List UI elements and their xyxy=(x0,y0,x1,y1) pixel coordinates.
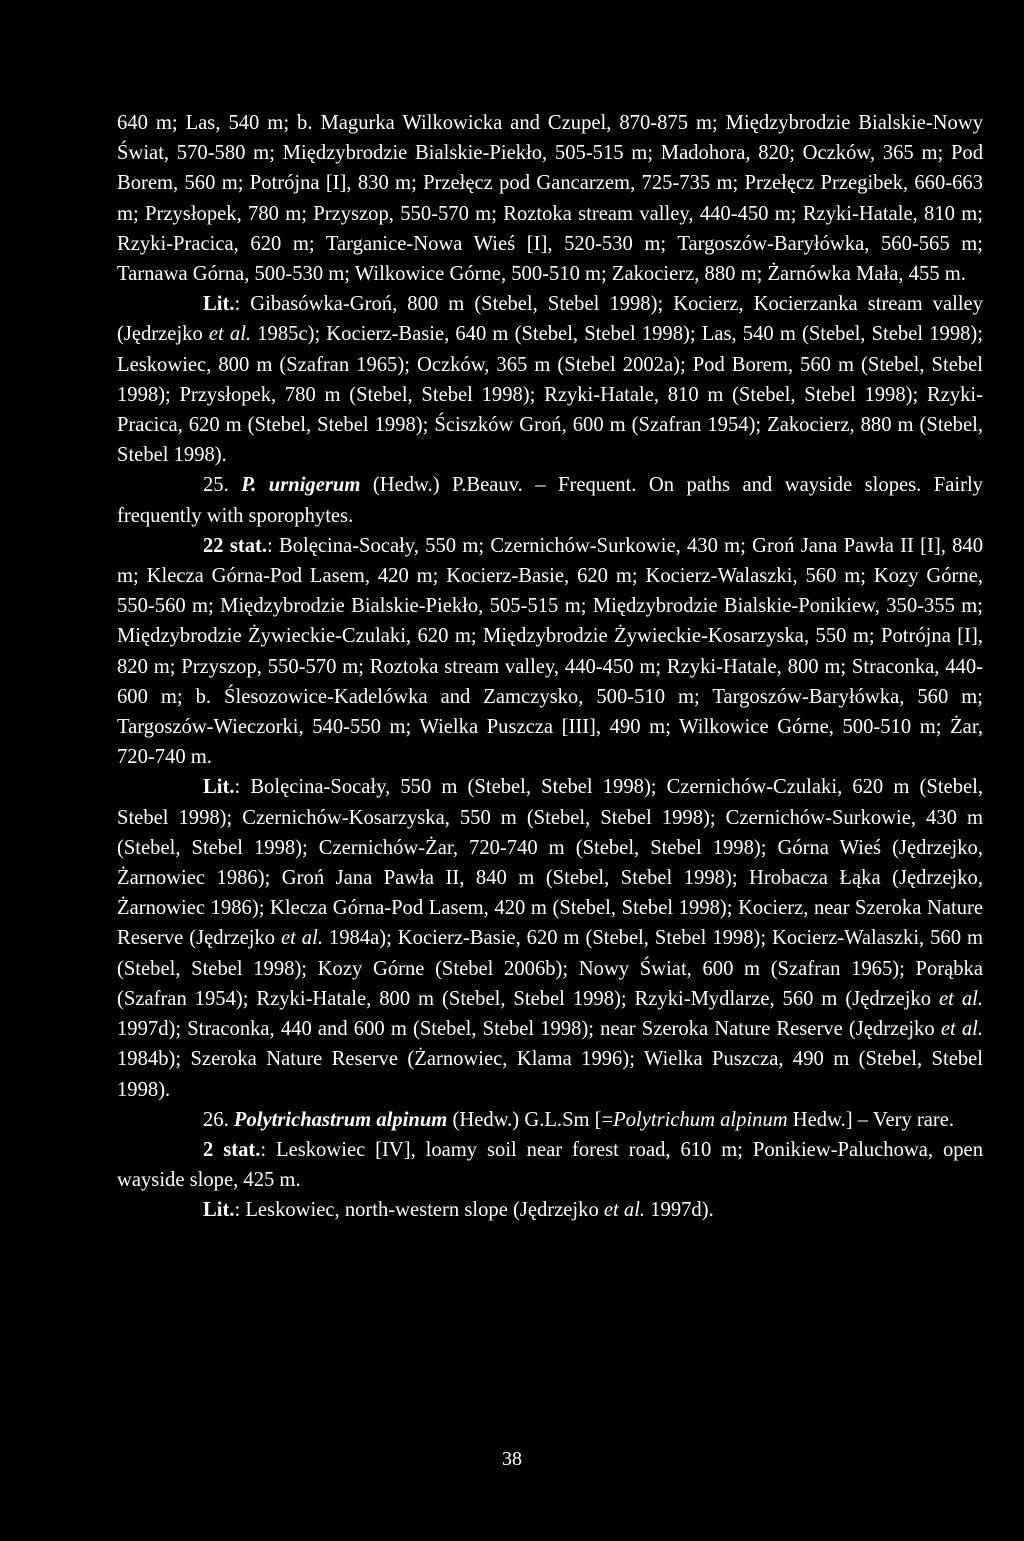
lit-text: 1984b); Szeroka Nature Reserve (Żarnowiec, Klama 1996); Wielka Puszcza, 490 m (Stebel, Stebel 1998). xyxy=(117,1048,983,1101)
et-al-italic: et al. xyxy=(940,1018,983,1041)
species-25-heading xyxy=(117,470,983,530)
et-al-italic: et al. xyxy=(208,323,252,346)
lit-label: Lit. xyxy=(203,776,235,799)
lit-text: 1984a); Kocierz-Basie, 620 m (Stebel, Stebel 1998); Kocierz-Walaszki, 560 m (Stebel, Stebel 1998); Kozy Górne (Stebel 2006b); Nowy Świat, 600 m (Szafran 1965); Porąbka (Szafran 1954); Rzyki-Hatale, 800 m (Stebel, Stebel 1998); Rzyki-Mydlarze, 560 m (Jędrzejko xyxy=(117,927,983,1010)
et-al-italic: et al. xyxy=(281,927,323,950)
localities-text: 640 m; Las, 540 m; b. Magurka Wilkowicka and Czupel, 870-875 m; Międzybrodzie Bialskie-Nowy Świat, 570-580 m; Międzybrodzie Bialskie-Piekło, 505-515 m; Madohora, 820; Oczków, 365 m; Pod Borem, 560 m; Potrójna [I], 830 m; Przełęcz pod Gancarzem, 725-735 m; Przełęcz Przegibek, 660-663 m; Przysłopek, 780 m; Przyszop, 550-570 m; Roztoka stream valley, 440-450 m; Rzyki-Hatale, 810 m; Rzyki-Pracica, 620 m; Targanice-Nowa Wieś [I], 520-530 m; Targoszów-Baryłówka, 560-565 m; Tarnawa Górna, 500-530 m; Wilkowice Górne, 500-510 m; Zakocierz, 880 m; Żarnówka Mała, 455 m. xyxy=(117,112,983,286)
species-authority: (Hedw.) G.L.Sm [= xyxy=(447,1108,614,1131)
lit-text: 1997d). xyxy=(645,1199,714,1222)
species-number: 25. xyxy=(203,474,229,497)
stat-label: 22 stat. xyxy=(203,534,268,557)
lit-label: Lit. xyxy=(203,1199,235,1222)
stat-label: 2 stat. xyxy=(203,1138,261,1161)
lit-text: : Gibasówka-Groń, 800 m (Stebel, Stebel 1998); Kocierz, Kocierzanka stream valley (Jędrzejko xyxy=(117,293,983,346)
stations-paragraph-22 xyxy=(117,531,983,773)
lit-text: : Leskowiec, north-western slope (Jędrzejko xyxy=(234,1199,604,1222)
stat-text: : Leskowiec [IV], loamy soil near forest road, 610 m; Ponikiew-Paluchowa, open wayside slope, 425 m. xyxy=(117,1138,983,1192)
literature-paragraph-3 xyxy=(117,1195,983,1225)
lit-text: 1985c); Kocierz-Basie, 640 m (Stebel, Stebel 1998); Las, 540 m (Stebel, Stebel 1998); Leskowiec, 800 m (Szafran 1965); Oczków, 365 m (Stebel 2002a); Pod Borem, 560 m (Stebel, Stebel 1998); Przysłopek, 780 m (Stebel, Stebel 1998); Rzyki-Hatale, 810 m (Stebel, Stebel 1998); Rzyki-Pracica, 620 m (Stebel, Stebel 1998); Ściszków Groń, 600 m (Szafran 1954); Zakocierz, 880 m (Stebel, Stebel 1998). xyxy=(117,323,983,467)
species-name: P. urnigerum xyxy=(241,474,361,497)
synonym-authority: Hedw.] – Very rare. xyxy=(787,1108,955,1131)
main-text xyxy=(117,108,983,1226)
species-number: 26. xyxy=(203,1108,234,1131)
lit-text: : Bolęcina-Socały, 550 m (Stebel, Stebel 1998); Czernichów-Czulaki, 620 m (Stebel, Stebel 1998); Czernichów-Kosarzyska, 550 m (Stebel, Stebel 1998); Czernichów-Surkowie, 430 m (Stebel, Stebel 1998); Czernichów-Żar, 720-740 m (Stebel, Stebel 1998); Górna Wieś (Jędrzejko, Żarnowiec 1986); Groń Jana Pawła II, 840 m (Stebel, Stebel 1998); Hrobacza Łąka (Jędrzejko, Żarnowiec 1986); Klecza Górna-Pod Lasem, 420 m (Stebel, Stebel 1998); Kocierz, near Szeroka Nature Reserve (Jędrzejko xyxy=(117,776,983,950)
lit-text: 1997d); Straconka, 440 and 600 m (Stebel, Stebel 1998); near Szeroka Nature Reserve (Jędrzejko xyxy=(117,1018,941,1041)
species-authority: (Hedw.) P.Beauv. – Frequent. On paths and wayside slopes. Fairly frequently with sporophytes. xyxy=(117,474,983,527)
et-al-italic: et al. xyxy=(939,987,983,1010)
et-al-italic: et al. xyxy=(603,1199,646,1222)
literature-paragraph-2 xyxy=(117,772,983,1104)
species-name: Polytrichastrum alpinum xyxy=(233,1108,448,1131)
localities-paragraph xyxy=(117,108,983,289)
species-synonym: Polytrichum alpinum xyxy=(613,1108,788,1131)
literature-paragraph-1 xyxy=(117,289,983,470)
page-number: 38 xyxy=(502,1448,522,1470)
species-26-heading xyxy=(117,1105,983,1135)
stat-text: : Bolęcina-Socały, 550 m; Czernichów-Surkowie, 430 m; Groń Jana Pawła II [I], 840 m; Klecza Górna-Pod Lasem, 420 m; Kocierz-Basie, 620 m; Kocierz-Walaszki, 560 m; Kozy Górne, 550-560 m; Międzybrodzie Bialskie-Piekło, 505-515 m; Międzybrodzie Bialskie-Ponikiew, 350-355 m; Międzybrodzie Żywieckie-Czulaki, 620 m; Międzybrodzie Żywieckie-Kosarzyska, 550 m; Potrójna [I], 820 m; Przyszop, 550-570 m; Roztoka stream valley, 440-450 m; Rzyki-Hatale, 800 m; Straconka, 440-600 m; b. Ślesozowice-Kadelówka and Zamczysko, 500-510 m; Targoszów-Baryłówka, 560 m; Targoszów-Wieczorki, 540-550 m; Wielka Puszcza [III], 490 m; Wilkowice Górne, 500-510 m; Żar, 720-740 m. xyxy=(117,534,983,769)
stations-paragraph-2 xyxy=(117,1135,983,1195)
lit-label: Lit. xyxy=(203,293,235,316)
